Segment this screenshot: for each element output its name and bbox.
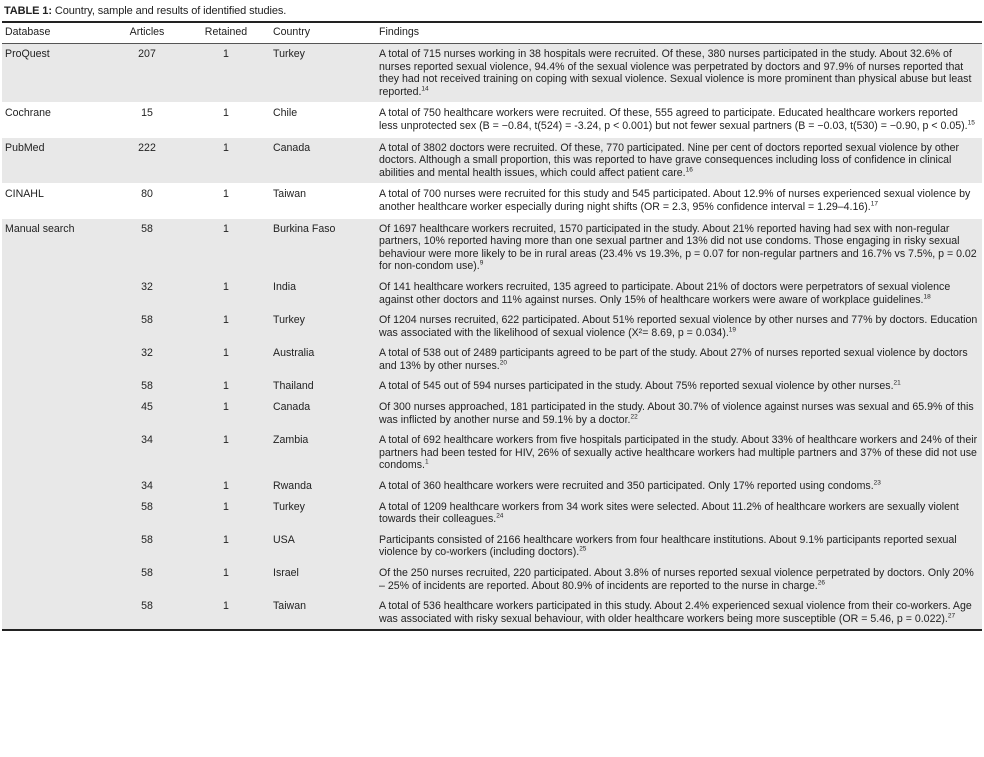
retained-cell xyxy=(182,137,270,184)
reference-number: 9 xyxy=(479,259,484,267)
findings-cell-text: A total of 538 out of 2489 participants agreed to be part of the study. About 27% of nurses reported sexual violence by doctors and 13% by other nurses. xyxy=(379,347,968,372)
findings-cell xyxy=(376,376,982,397)
findings-cell xyxy=(376,310,982,343)
database-cell xyxy=(2,596,112,630)
reference-number: 18 xyxy=(923,292,931,300)
table-row xyxy=(2,497,982,530)
header-articles: Articles xyxy=(112,22,182,44)
country-cell-text: Taiwan xyxy=(273,188,306,201)
database-cell xyxy=(2,397,112,430)
articles-cell-text: 58 xyxy=(141,600,153,613)
articles-cell-text: 58 xyxy=(141,500,153,513)
table-row xyxy=(2,277,982,310)
retained-cell xyxy=(182,44,270,103)
table-row xyxy=(2,137,982,184)
articles-cell xyxy=(112,497,182,530)
country-cell xyxy=(270,397,376,430)
country-cell xyxy=(270,430,376,476)
database-cell xyxy=(2,476,112,497)
findings-cell-text: Of the 250 nurses recruited, 220 participated. About 3.8% of nurses reported sexual violence perpetrated by doctors. Only 20% – 25% of incidents are reported. About 80.9% of incidents are reported to the nurse in charge. xyxy=(379,567,974,592)
findings-cell xyxy=(376,497,982,530)
table-row xyxy=(2,310,982,343)
retained-cell xyxy=(182,310,270,343)
articles-cell xyxy=(112,44,182,103)
retained-cell-text: 1 xyxy=(223,434,229,447)
table-row xyxy=(2,397,982,430)
findings-cell-text: A total of 360 healthcare workers were recruited and 350 participated. Only 17% reported using condoms. xyxy=(379,480,874,493)
articles-cell-text: 58 xyxy=(141,314,153,327)
country-cell-text: Turkey xyxy=(273,500,305,513)
country-cell-text: USA xyxy=(273,533,295,546)
articles-cell xyxy=(112,103,182,137)
database-cell xyxy=(2,497,112,530)
articles-cell-text: 58 xyxy=(141,222,153,235)
header-findings: Findings xyxy=(376,22,982,44)
retained-cell-text: 1 xyxy=(223,280,229,293)
database-cell xyxy=(2,103,112,137)
table-row xyxy=(2,343,982,376)
findings-cell xyxy=(376,277,982,310)
findings-cell-text: A total of 3802 doctors were recruited. Of these, 770 participated. Nine per cent of doctors reported sexual violence by other doctors. Although a small proportion, this was reported to have grave consequences including loss of confidence in clinical abilities and mental health issues, which could affect patient care. xyxy=(379,141,960,179)
retained-cell-text: 1 xyxy=(223,600,229,613)
findings-cell xyxy=(376,218,982,277)
retained-cell-text: 1 xyxy=(223,567,229,579)
retained-cell-text: 1 xyxy=(223,500,229,513)
database-cell xyxy=(2,530,112,563)
country-cell-text: Burkina Faso xyxy=(273,222,336,235)
retained-cell-text: 1 xyxy=(223,401,229,414)
articles-cell xyxy=(112,310,182,343)
reference-number: 23 xyxy=(873,479,881,487)
country-cell xyxy=(270,530,376,563)
articles-cell xyxy=(112,563,182,596)
articles-cell-text: 80 xyxy=(141,188,153,201)
country-cell-text: Israel xyxy=(273,567,299,579)
database-cell xyxy=(2,310,112,343)
findings-cell xyxy=(376,476,982,497)
reference-number: 19 xyxy=(728,326,737,334)
retained-cell xyxy=(182,397,270,430)
retained-cell-text: 1 xyxy=(223,48,229,60)
reference-number: 20 xyxy=(499,359,507,367)
reference-number: 1 xyxy=(424,458,429,466)
findings-cell-text: Of 141 healthcare workers recruited, 135 agreed to participate. About 21% of doctors were perpetrators of sexual violence against other doctors and 11% against nurses. Only 15% of healthcare workers were aware of workplace guidelines. xyxy=(379,280,951,306)
retained-cell-text: 1 xyxy=(223,141,229,154)
retained-cell-text: 1 xyxy=(223,107,229,120)
table-header xyxy=(2,22,982,44)
articles-cell-text: 58 xyxy=(141,380,153,393)
country-cell xyxy=(270,343,376,376)
articles-cell-text: 222 xyxy=(138,141,156,154)
country-cell xyxy=(270,310,376,343)
database-cell xyxy=(2,44,112,103)
articles-cell-text: 15 xyxy=(141,107,153,120)
articles-cell-text: 32 xyxy=(141,280,153,293)
articles-cell-text: 58 xyxy=(141,567,153,579)
retained-cell xyxy=(182,103,270,137)
studies-table xyxy=(2,21,982,631)
reference-number: 17 xyxy=(870,200,878,208)
table-row xyxy=(2,596,982,630)
reference-number: 14 xyxy=(421,85,429,93)
findings-cell xyxy=(376,343,982,376)
retained-cell xyxy=(182,343,270,376)
articles-cell-text: 58 xyxy=(141,533,153,546)
findings-cell-text: A total of 692 healthcare workers from five hospitals participated in the study. About 33% of healthcare workers and 24% of their partners had been tested for HIV, 26% of sexually active healthcare workers had multiple partners and 37% of these did not use condoms. xyxy=(379,434,978,472)
retained-cell xyxy=(182,497,270,530)
articles-cell xyxy=(112,476,182,497)
retained-cell xyxy=(182,476,270,497)
findings-cell xyxy=(376,596,982,630)
database-cell xyxy=(2,218,112,277)
articles-cell-text: 32 xyxy=(141,347,153,360)
findings-cell xyxy=(376,44,982,103)
table-row xyxy=(2,103,982,137)
country-cell-text: Canada xyxy=(273,401,311,414)
articles-cell xyxy=(112,137,182,184)
findings-cell xyxy=(376,184,982,218)
database-cell-text: PubMed xyxy=(5,141,45,154)
findings-cell-text: Participants consisted of 2166 healthcare workers from four healthcare institutions. About 9.1% participants reported sexual violence by co-workers (including doctors). xyxy=(379,533,957,559)
database-cell xyxy=(2,430,112,476)
database-cell xyxy=(2,137,112,184)
database-cell xyxy=(2,376,112,397)
country-cell-text: India xyxy=(273,280,296,293)
country-cell xyxy=(270,563,376,596)
findings-cell xyxy=(376,103,982,137)
table-caption: TABLE 1: Country, sample and results of identified studies. xyxy=(4,5,287,17)
articles-cell xyxy=(112,397,182,430)
retained-cell xyxy=(182,184,270,218)
country-cell-text: Thailand xyxy=(273,380,314,393)
reference-number: 25 xyxy=(579,545,587,553)
country-cell xyxy=(270,476,376,497)
country-cell xyxy=(270,376,376,397)
retained-cell xyxy=(182,430,270,476)
country-cell xyxy=(270,184,376,218)
retained-cell xyxy=(182,596,270,630)
country-cell xyxy=(270,497,376,530)
findings-cell xyxy=(376,430,982,476)
articles-cell xyxy=(112,530,182,563)
reference-number: 21 xyxy=(893,379,901,387)
articles-cell xyxy=(112,277,182,310)
database-cell-text: Manual search xyxy=(5,222,75,235)
country-cell xyxy=(270,44,376,103)
articles-cell xyxy=(112,376,182,397)
database-cell xyxy=(2,563,112,596)
findings-cell xyxy=(376,397,982,430)
country-cell-text: Taiwan xyxy=(273,600,306,613)
header-country: Country xyxy=(270,22,376,44)
findings-cell-text: A total of 536 healthcare workers participated in this study. About 2.4% experienced sexual violence from their co-workers. Age was associated with risky sexual behaviour, with older healthcare workers being more susceptible (OR = 5.46, p = 0.022). xyxy=(379,600,972,625)
country-cell-text: Turkey xyxy=(273,314,305,327)
table-row xyxy=(2,563,982,596)
articles-cell xyxy=(112,184,182,218)
retained-cell-text: 1 xyxy=(223,480,229,493)
retained-cell-text: 1 xyxy=(223,314,229,327)
table-row xyxy=(2,476,982,497)
retained-cell xyxy=(182,277,270,310)
reference-number: 22 xyxy=(630,413,638,421)
table-row xyxy=(2,430,982,476)
articles-cell-text: 34 xyxy=(141,434,153,447)
country-cell xyxy=(270,596,376,630)
country-cell xyxy=(270,103,376,137)
articles-cell xyxy=(112,343,182,376)
table-row xyxy=(2,530,982,563)
articles-cell xyxy=(112,596,182,630)
reference-number: 27 xyxy=(947,612,956,620)
findings-cell-text: A total of 545 out of 594 nurses participated in the study. About 75% reported sexual violence by other nurses. xyxy=(379,380,894,393)
findings-cell xyxy=(376,530,982,563)
retained-cell-text: 1 xyxy=(223,380,229,393)
header-retained: Retained xyxy=(182,22,270,44)
findings-cell-text: A total of 1209 healthcare workers from 34 work sites were selected. About 11.2% of healthcare workers are sexually violent towards their colleagues. xyxy=(379,500,959,526)
header-database: Database xyxy=(2,22,112,44)
findings-cell-text: Of 1697 healthcare workers recruited, 1570 participated in the study. About 21% reported having had sex with non-regular partners, 10% reported having more than one sexual partner and 13% did not use condoms. Those engaging in risky sexual behaviour were more likely to be in rural areas (23.4% vs 19.3%, p = 0.07 for non-regular partners and 16.7% vs 7.5%, p = 0.02 for non-condom use). xyxy=(379,222,977,273)
retained-cell xyxy=(182,376,270,397)
country-cell-text: Turkey xyxy=(273,48,305,60)
country-cell xyxy=(270,137,376,184)
country-cell-text: Canada xyxy=(273,141,311,154)
country-cell xyxy=(270,218,376,277)
retained-cell xyxy=(182,218,270,277)
articles-cell xyxy=(112,218,182,277)
database-cell xyxy=(2,343,112,376)
findings-cell-text: A total of 715 nurses working in 38 hospitals were recruited. Of these, 380 nurses participated in the study. About 32.6% of nurses reported sexual violence, 94.4% of the sexual violence was perpetrated by doctors and 97.9% of nurses reported that they had not received training on coping with sexual violence. Sexual violence is more prominent than physical abuse but least reported. xyxy=(379,48,972,98)
articles-cell-text: 34 xyxy=(141,480,153,493)
country-cell-text: Rwanda xyxy=(273,480,312,493)
table-row xyxy=(2,184,982,218)
retained-cell-text: 1 xyxy=(223,533,229,546)
database-cell-text: Cochrane xyxy=(5,107,51,120)
country-cell xyxy=(270,277,376,310)
findings-cell xyxy=(376,137,982,184)
reference-number: 26 xyxy=(817,579,825,587)
table-row xyxy=(2,44,982,103)
retained-cell-text: 1 xyxy=(223,222,229,235)
retained-cell xyxy=(182,563,270,596)
articles-cell xyxy=(112,430,182,476)
country-cell-text: Zambia xyxy=(273,434,309,447)
articles-cell-text: 207 xyxy=(138,48,156,60)
country-cell-text: Australia xyxy=(273,347,315,360)
findings-cell xyxy=(376,563,982,596)
country-cell-text: Chile xyxy=(273,107,298,120)
findings-cell-text: Of 300 nurses approached, 181 participated in the study. About 30.7% of violence against nurses was sexual and 65.9% of this was inflicted by another nurse and 59.1% by a doctor. xyxy=(379,401,974,426)
findings-cell-text: A total of 750 healthcare workers were recruited. Of these, 555 agreed to participate. Educated healthcare workers reported less unprotected sex (B = −0.84, t(524) = -3.24, p < 0.001) but not fewer sexual partners (B = −0.03, t(530) = −0.90, p < 0.05). xyxy=(379,107,968,132)
table-row xyxy=(2,218,982,277)
retained-cell xyxy=(182,530,270,563)
database-cell-text: CINAHL xyxy=(5,188,44,201)
retained-cell-text: 1 xyxy=(223,347,229,360)
reference-number: 16 xyxy=(685,166,693,174)
findings-cell-text: A total of 700 nurses were recruited for this study and 545 participated. About 12.9% of nurses experienced sexual violence by another healthcare worker especially during night shifts (OR = 2.3, 95% confidence interval = 1.29–4.16). xyxy=(379,188,971,213)
database-cell-text: ProQuest xyxy=(5,48,50,60)
database-cell xyxy=(2,184,112,218)
retained-cell-text: 1 xyxy=(223,188,229,201)
reference-number: 15 xyxy=(967,119,975,127)
database-cell xyxy=(2,277,112,310)
reference-number: 24 xyxy=(496,512,504,520)
findings-cell-text: Of 1204 nurses recruited, 622 participated. About 51% reported sexual violence by other nurses and 77% by doctors. Education was associated with the likelihood of sexual violence (X²= 8.69, p = 0.034). xyxy=(379,314,978,339)
articles-cell-text: 45 xyxy=(141,401,153,414)
table-row xyxy=(2,376,982,397)
